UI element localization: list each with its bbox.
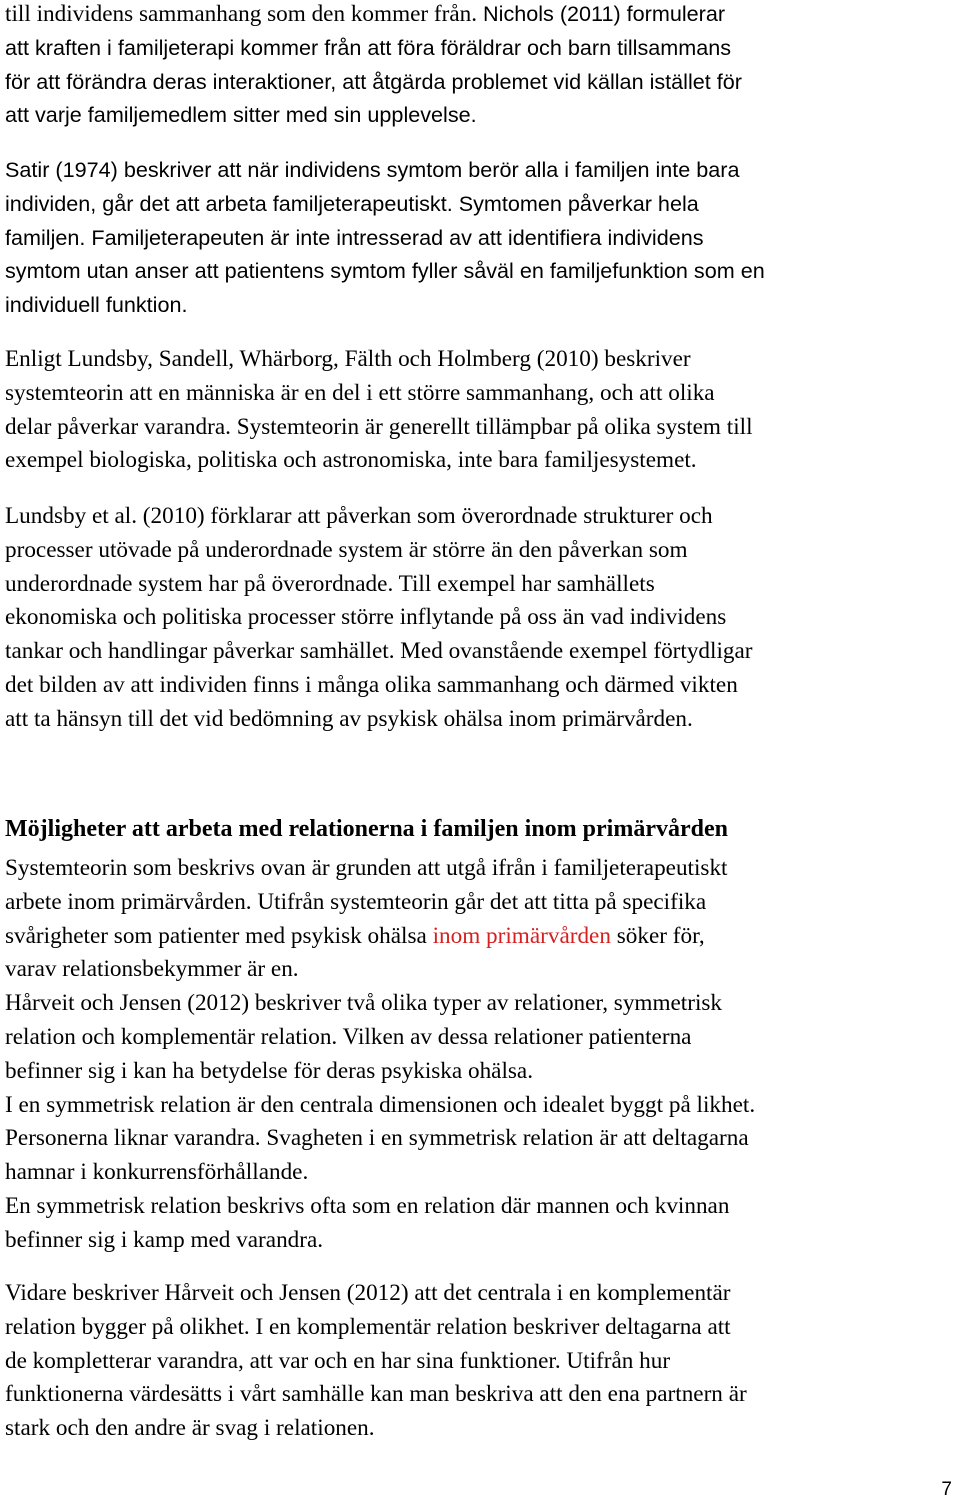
paragraph-line: Personerna liknar varandra. Svagheten i en symmetrisk relation är att deltagarna bbox=[5, 1125, 749, 1152]
paragraph-line: processer utövade på underordnade system är större än den påverkan som bbox=[5, 536, 688, 563]
page-number: 7 bbox=[941, 1479, 952, 1500]
paragraph-line: systemteorin att en människa är en del i ett större sammanhang, och att olika bbox=[5, 379, 715, 406]
paragraph-line: delar påverkar varandra. Systemteorin är generellt tillämpbar på olika system till bbox=[5, 413, 753, 440]
paragraph-1 bbox=[5, 0, 957, 132]
paragraph-line: befinner sig i kamp med varandra. bbox=[5, 1226, 324, 1253]
paragraph-line: Hårveit och Jensen (2012) beskriver två olika typer av relationer, symmetrisk bbox=[5, 990, 723, 1017]
paragraph-line: att ta hänsyn till det vid bedömning av psykisk ohälsa inom primärvården. bbox=[5, 705, 693, 732]
paragraph-5 bbox=[5, 852, 957, 1258]
paragraph-line: En symmetrisk relation beskrivs ofta som en relation där mannen och kvinnan bbox=[5, 1192, 730, 1219]
paragraph-line: ekonomiska och politiska processer större inflytande på oss än vad individens bbox=[5, 604, 727, 631]
text-fragment: till individens sammanhang som den kommer från. bbox=[5, 1, 478, 27]
paragraph-line: Lundsby et al. (2010) förklarar att påverkan som överordnade strukturer och bbox=[5, 503, 713, 529]
paragraph-line: relation bygger på olikhet. I en komplementär relation beskriver deltagarna att bbox=[5, 1313, 731, 1340]
section-heading: Möjligheter att arbeta med relationerna i familjen inom primärvården bbox=[5, 816, 728, 842]
paragraph-line: varav relationsbekymmer är en. bbox=[5, 956, 299, 983]
paragraph-3 bbox=[5, 343, 957, 478]
paragraph-line: underordnade system har på överordnade. Till exempel har samhällets bbox=[5, 570, 655, 597]
paragraph-2 bbox=[5, 153, 957, 322]
paragraph-line: Enligt Lundsby, Sandell, Whärborg, Fälth och Holmberg (2010) beskriver bbox=[5, 346, 691, 372]
paragraph-line: familjen. Familjeterapeuten är inte intresserad av att identifiera individens bbox=[5, 224, 704, 250]
text-fragment-sans: Nichols (2011) formulerar bbox=[477, 1, 726, 26]
text-fragment: svårigheter som patienter med psykisk ohälsa bbox=[5, 922, 433, 949]
paragraph-line: de kompletterar varandra, att var och en har sina funktioner. Utifrån hur bbox=[5, 1347, 671, 1374]
paragraph-line: att kraften i familjeterapi kommer från att föra föräldrar och barn tillsammans bbox=[5, 34, 732, 60]
paragraph-line: Systemteorin som beskrivs ovan är grunden att utgå ifrån i familjeterapeutiskt bbox=[5, 855, 728, 881]
paragraph-line: individen, går det att arbeta familjeterapeutiskt. Symtomen påverkar hela bbox=[5, 190, 699, 216]
paragraph-line: individuell funktion. bbox=[5, 292, 188, 318]
paragraph-4 bbox=[5, 500, 957, 737]
paragraph-line bbox=[5, 920, 957, 954]
paragraph-line: Satir (1974) beskriver att när individens symtom berör alla i familjen inte bara bbox=[5, 157, 740, 182]
paragraph-line: I en symmetrisk relation är den centrala dimensionen och idealet byggt på likhet. bbox=[5, 1091, 756, 1118]
paragraph-line: hamnar i konkurrensförhållande. bbox=[5, 1159, 309, 1186]
paragraph-line: tankar och handlingar påverkar samhället. Med ovanstående exempel förtydligar bbox=[5, 638, 753, 665]
paragraph-line: det bilden av att individen finns i många olika sammanhang och därmed vikten bbox=[5, 671, 738, 698]
paragraph-line: stark och den andre är svag i relationen. bbox=[5, 1415, 375, 1442]
paragraph-line: symtom utan anser att patientens symtom fyller såväl en familjefunktion som en bbox=[5, 258, 765, 284]
text-fragment: söker för, bbox=[610, 922, 705, 949]
paragraph-line: att varje familjemedlem sitter med sin upplevelse. bbox=[5, 102, 477, 128]
paragraph-line: exempel biologiska, politiska och astronomiska, inte bara familjesystemet. bbox=[5, 447, 697, 474]
paragraph-line: för att förändra deras interaktioner, att åtgärda problemet vid källan istället för bbox=[5, 68, 742, 94]
paragraph-6 bbox=[5, 1277, 957, 1446]
paragraph-line: funktionerna värdesätts i vårt samhälle kan man beskriva att den ena partnern är bbox=[5, 1381, 747, 1408]
paragraph-line: befinner sig i kan ha betydelse för deras psykiska ohälsa. bbox=[5, 1057, 534, 1084]
paragraph-line: relation och komplementär relation. Vilken av dessa relationer patienterna bbox=[5, 1023, 692, 1050]
paragraph-line: Vidare beskriver Hårveit och Jensen (2012) att det centrala i en komplementär bbox=[5, 1280, 731, 1306]
paragraph-line: arbete inom primärvården. Utifrån systemteorin går det att titta på specifika bbox=[5, 888, 707, 915]
paragraph-line bbox=[5, 0, 957, 31]
highlighted-text: inom primärvården bbox=[432, 922, 611, 949]
